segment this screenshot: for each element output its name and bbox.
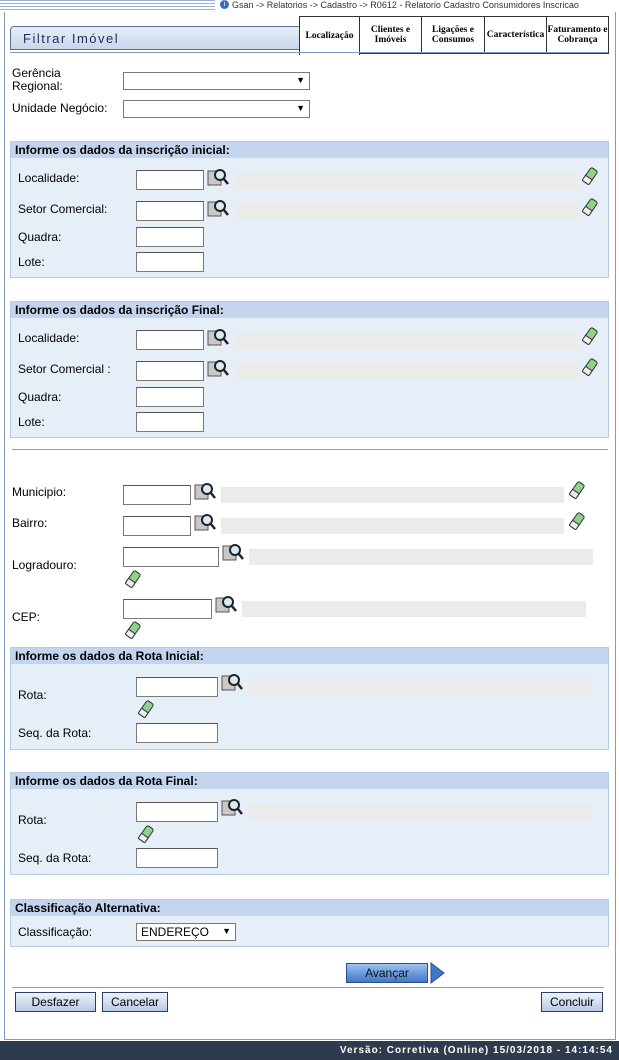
inscricao-inicial-heading: Informe os dados da inscrição inicial: — [15, 143, 230, 157]
setor-inicial-label: Setor Comercial: — [18, 202, 108, 216]
cep-input[interactable] — [123, 599, 212, 619]
classificacao-heading: Classificação Alternativa: — [15, 901, 161, 915]
desfazer-button[interactable] — [15, 992, 96, 1012]
setor-final-description — [234, 364, 577, 380]
tab-ligacoes-consumos[interactable] — [421, 16, 485, 54]
rota-final-panel — [10, 772, 609, 875]
municipio-label: Municipio: — [12, 485, 67, 499]
cancelar-label: Cancelar — [110, 995, 160, 1009]
cancelar-button[interactable] — [102, 992, 168, 1012]
eraser-icon[interactable] — [125, 621, 141, 639]
rota-final-description — [248, 804, 592, 820]
avancar-label: Avançar — [365, 966, 409, 980]
eraser-icon[interactable] — [138, 700, 154, 718]
eraser-icon[interactable] — [582, 327, 598, 345]
logradouro-description — [249, 549, 593, 565]
section-divider — [12, 449, 608, 450]
localidade-inicial-description — [234, 173, 577, 189]
unidade-negocio-label: Unidade Negócio: — [12, 101, 108, 115]
quadra-inicial-label: Quadra: — [18, 230, 62, 244]
eraser-icon[interactable] — [138, 825, 154, 843]
gerencia-regional-label: Gerência Regional: — [12, 66, 63, 93]
buttons-divider — [12, 987, 604, 988]
rota-inicial-description — [248, 679, 592, 695]
magnifier-icon[interactable] — [215, 594, 237, 614]
classificacao-label: Classificação: — [18, 925, 93, 939]
chevron-down-icon: ▼ — [296, 103, 305, 113]
rota-final-heading: Informe os dados da Rota Final: — [15, 774, 198, 788]
setor-final-label: Setor Comercial : — [18, 362, 111, 376]
seq-rota-inicial-label: Seq. da Rota: — [18, 726, 92, 740]
tab-label: Clientes e Imóveis — [370, 25, 411, 45]
rota-final-label: Rota: — [18, 813, 47, 827]
municipio-description — [221, 487, 564, 503]
panel-header — [11, 648, 608, 664]
localidade-inicial-label: Localidade: — [18, 171, 80, 185]
magnifier-icon[interactable] — [194, 481, 216, 501]
rota-final-input[interactable] — [136, 802, 218, 822]
classificacao-selected: ENDEREÇO — [141, 925, 210, 939]
chevron-down-icon: ▼ — [296, 75, 305, 85]
lote-final-input[interactable] — [136, 412, 204, 432]
logradouro-input[interactable] — [123, 547, 219, 567]
avancar-button[interactable] — [346, 963, 428, 983]
lote-final-label: Lote: — [18, 415, 45, 429]
quadra-final-input[interactable] — [136, 387, 204, 407]
eraser-icon[interactable] — [569, 512, 585, 530]
rota-inicial-heading: Informe os dados da Rota Inicial: — [15, 649, 204, 663]
magnifier-icon[interactable] — [221, 797, 243, 817]
seq-rota-inicial-input[interactable] — [136, 723, 218, 743]
unidade-negocio-select[interactable] — [123, 100, 310, 118]
lote-inicial-label: Lote: — [18, 255, 45, 269]
top-bar-stripes — [0, 0, 215, 10]
localidade-final-description — [234, 333, 577, 349]
concluir-button[interactable] — [541, 992, 603, 1012]
panel-header — [11, 302, 608, 318]
tab-label: Característica — [486, 30, 545, 40]
tab-label: Faturamento e Cobrança — [547, 25, 608, 45]
tab-caracteristica[interactable] — [484, 16, 547, 54]
cep-label: CEP: — [12, 610, 41, 624]
municipio-input[interactable] — [123, 485, 191, 505]
eraser-icon[interactable] — [125, 570, 141, 588]
seq-rota-final-label: Seq. da Rota: — [18, 851, 92, 865]
version-text: Versão: Corretiva (Online) 15/03/2018 - 14:14:54 — [339, 1045, 613, 1056]
quadra-inicial-input[interactable] — [136, 227, 204, 247]
magnifier-icon[interactable] — [207, 327, 229, 347]
concluir-label: Concluir — [549, 995, 594, 1009]
panel-header — [11, 900, 608, 916]
tab-clientes-imoveis[interactable] — [359, 16, 422, 54]
localidade-final-input[interactable] — [136, 330, 204, 350]
quadra-final-label: Quadra: — [18, 390, 62, 404]
bairro-input[interactable] — [123, 516, 191, 536]
rota-inicial-label: Rota: — [18, 688, 47, 702]
classificacao-panel — [10, 899, 609, 947]
eraser-icon[interactable] — [582, 358, 598, 376]
info-icon: i — [220, 0, 229, 9]
bairro-label: Bairro: — [12, 516, 48, 530]
gerencia-regional-select[interactable] — [123, 72, 310, 90]
magnifier-icon[interactable] — [222, 542, 244, 562]
tab-separator — [10, 52, 608, 53]
magnifier-icon[interactable] — [207, 167, 229, 187]
rota-inicial-input[interactable] — [136, 677, 218, 697]
arrow-right-icon[interactable] — [429, 962, 445, 984]
tab-label: Ligações e Consumos — [431, 25, 475, 45]
magnifier-icon[interactable] — [207, 198, 229, 218]
setor-inicial-input[interactable] — [136, 201, 204, 221]
localidade-final-label: Localidade: — [18, 331, 80, 345]
tab-label: Localização — [305, 31, 354, 41]
setor-inicial-description — [234, 204, 577, 220]
panel-header — [11, 773, 608, 789]
panel-header — [11, 142, 608, 158]
lote-inicial-input[interactable] — [136, 252, 204, 272]
localidade-inicial-input[interactable] — [136, 170, 204, 190]
chevron-down-icon: ▼ — [222, 926, 231, 936]
version-footer — [0, 1041, 619, 1060]
bairro-description — [221, 518, 564, 534]
page-title: Filtrar Imóvel — [23, 31, 120, 46]
eraser-icon[interactable] — [582, 198, 598, 216]
seq-rota-final-input[interactable] — [136, 848, 218, 868]
tab-localizacao[interactable] — [299, 16, 360, 55]
eraser-icon[interactable] — [569, 481, 585, 499]
page-title-tab — [10, 26, 302, 50]
logradouro-label: Logradouro: — [12, 558, 77, 572]
inscricao-final-heading: Informe os dados da inscrição Final: — [15, 303, 224, 317]
cep-description — [242, 601, 586, 617]
desfazer-label: Desfazer — [31, 995, 80, 1009]
magnifier-icon[interactable] — [207, 358, 229, 378]
classificacao-select[interactable] — [136, 923, 236, 941]
breadcrumb — [220, 0, 579, 11]
tab-faturamento-cobranca[interactable] — [546, 16, 609, 54]
magnifier-icon[interactable] — [194, 512, 216, 532]
rota-inicial-panel — [10, 647, 609, 750]
eraser-icon[interactable] — [582, 167, 598, 185]
magnifier-icon[interactable] — [221, 672, 243, 692]
breadcrumb-text: Gsan -> Relatorios -> Cadastro -> R0612 - Relatorio Cadastro Consumidores Inscricao — [232, 0, 579, 10]
setor-final-input[interactable] — [136, 361, 204, 381]
